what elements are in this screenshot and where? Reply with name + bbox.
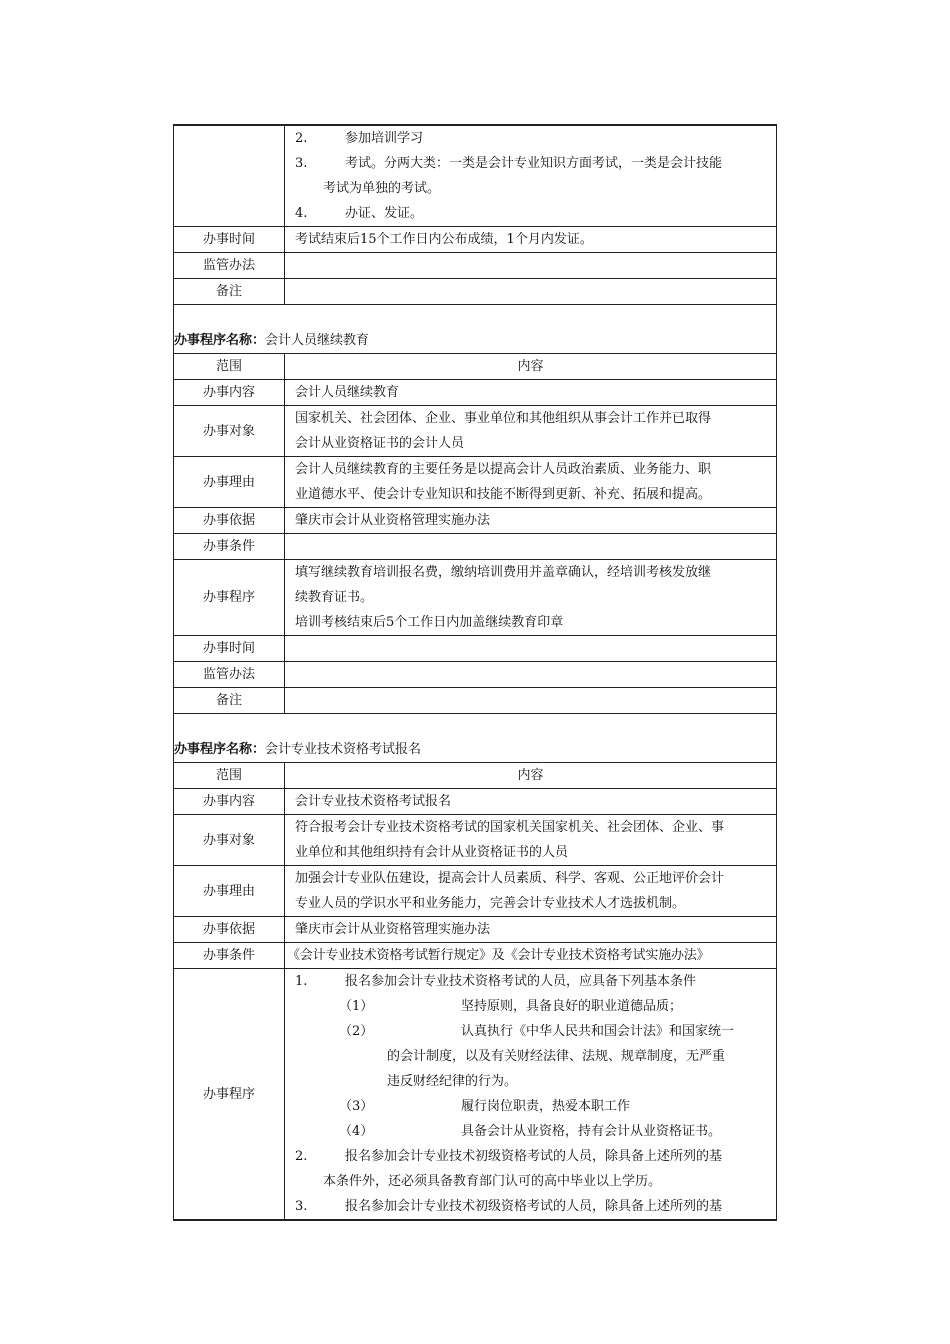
header-scope: 范围 bbox=[174, 763, 285, 789]
row-value: 加强会计专业队伍建设，提高会计人员素质、科学、客观、公正地评价会计 专业人员的学识水平和业务能力，完善会计专业技术人才选拔机制。 bbox=[285, 866, 777, 917]
row-label: 办事依据 bbox=[174, 917, 285, 943]
row-value: 考试结束后15个工作日内公布成绩，1个月内发证。 bbox=[285, 227, 777, 253]
document-page bbox=[173, 124, 777, 1221]
row-label: 监管办法 bbox=[174, 662, 285, 688]
row-label: 备注 bbox=[174, 279, 285, 305]
row-value: 填写继续教育培训报名费，缴纳培训费用并盖章确认，经培训考核发放继 续教育证书。 培训考核结束后5个工作日内加盖继续教育印章 bbox=[285, 560, 777, 636]
step-item: 2. 参加培训学习 bbox=[295, 131, 424, 146]
procedure-subitem: （3） 履行岗位职责，热爱本职工作 bbox=[339, 1099, 631, 1114]
row-value: 会计人员继续教育的主要任务是以提高会计人员政治素质、业务能力、职 业道德水平、使会计专业知识和技能不断得到更新、补充、拓展和提高。 bbox=[285, 457, 777, 508]
row-value bbox=[285, 279, 777, 305]
procedure-table bbox=[173, 124, 777, 1221]
procedure-subitem: （2） 认真执行《中华人民共和国会计法》和国家统一 bbox=[339, 1024, 735, 1039]
row-label: 办事时间 bbox=[174, 636, 285, 662]
procedure-item: 1. 报名参加会计专业技术资格考试的人员，应具备下列基本条件 bbox=[295, 974, 697, 989]
procedure-subitem: （1） 坚持原则，具备良好的职业道德品质； bbox=[339, 999, 683, 1014]
row-label: 办事时间 bbox=[174, 227, 285, 253]
row-label: 办事对象 bbox=[174, 815, 285, 866]
row-label: 办事内容 bbox=[174, 789, 285, 815]
procedure-subitem-continuation: 的会计制度，以及有关财经法律、法规、规章制度，无严重 bbox=[387, 1049, 726, 1064]
section-title-prefix: 办事程序名称： bbox=[174, 742, 266, 757]
section-title-cell bbox=[174, 305, 777, 354]
row-label: 办事理由 bbox=[174, 457, 285, 508]
step-item: 3. 考试。分两大类：一类是会计专业知识方面考试，一类是会计技能 bbox=[295, 156, 723, 171]
row-value: 《会计专业技术资格考试暂行规定》及《会计专业技术资格考试实施办法》 bbox=[285, 943, 777, 969]
row-label: 备注 bbox=[174, 688, 285, 714]
procedure-subitem-continuation: 违反财经纪律的行为。 bbox=[387, 1074, 518, 1089]
row-value: 会计专业技术资格考试报名 bbox=[285, 789, 777, 815]
row-label: 办事程序 bbox=[174, 969, 285, 1221]
row-value: 符合报考会计专业技术资格考试的国家机关国家机关、社会团体、企业、事 业单位和其他组织持有会计从业资格证书的人员 bbox=[285, 815, 777, 866]
steps-cell bbox=[285, 125, 777, 227]
header-scope: 范围 bbox=[174, 354, 285, 380]
row-value bbox=[285, 688, 777, 714]
row-value bbox=[285, 253, 777, 279]
row-label: 办事对象 bbox=[174, 406, 285, 457]
blank-label-cell bbox=[174, 125, 285, 227]
row-label: 办事条件 bbox=[174, 943, 285, 969]
procedure-item: 2. 报名参加会计专业技术初级资格考试的人员，除具备上述所列的基 bbox=[295, 1149, 723, 1164]
row-label: 办事理由 bbox=[174, 866, 285, 917]
row-label: 办事依据 bbox=[174, 508, 285, 534]
procedure-item: 3. 报名参加会计专业技术初级资格考试的人员，除具备上述所列的基 bbox=[295, 1199, 723, 1214]
step-item: 4. 办证、发证。 bbox=[295, 206, 424, 221]
row-value: 肇庆市会计从业资格管理实施办法 bbox=[285, 508, 777, 534]
section-title-cell bbox=[174, 714, 777, 763]
row-value bbox=[285, 534, 777, 560]
section-title: 会计专业技术资格考试报名 bbox=[265, 742, 422, 757]
header-content: 内容 bbox=[285, 763, 777, 789]
procedure-cell bbox=[285, 969, 777, 1221]
procedure-item-continuation: 本条件外，还必须具备教育部门认可的高中毕业以上学历。 bbox=[323, 1174, 662, 1189]
row-label: 办事条件 bbox=[174, 534, 285, 560]
section-title: 会计人员继续教育 bbox=[265, 333, 370, 348]
row-value: 国家机关、社会团体、企业、事业单位和其他组织从事会计工作并已取得 会计从业资格证书的会计人员 bbox=[285, 406, 777, 457]
procedure-subitem: （4） 具备会计从业资格，持有会计从业资格证书。 bbox=[339, 1124, 722, 1139]
step-item-continuation: 考试为单独的考试。 bbox=[323, 181, 441, 196]
row-value: 会计人员继续教育 bbox=[285, 380, 777, 406]
row-value bbox=[285, 636, 777, 662]
header-content: 内容 bbox=[285, 354, 777, 380]
section-title-prefix: 办事程序名称： bbox=[174, 333, 266, 348]
row-label: 办事程序 bbox=[174, 560, 285, 636]
row-label: 办事内容 bbox=[174, 380, 285, 406]
row-label: 监管办法 bbox=[174, 253, 285, 279]
row-value: 肇庆市会计从业资格管理实施办法 bbox=[285, 917, 777, 943]
row-value bbox=[285, 662, 777, 688]
